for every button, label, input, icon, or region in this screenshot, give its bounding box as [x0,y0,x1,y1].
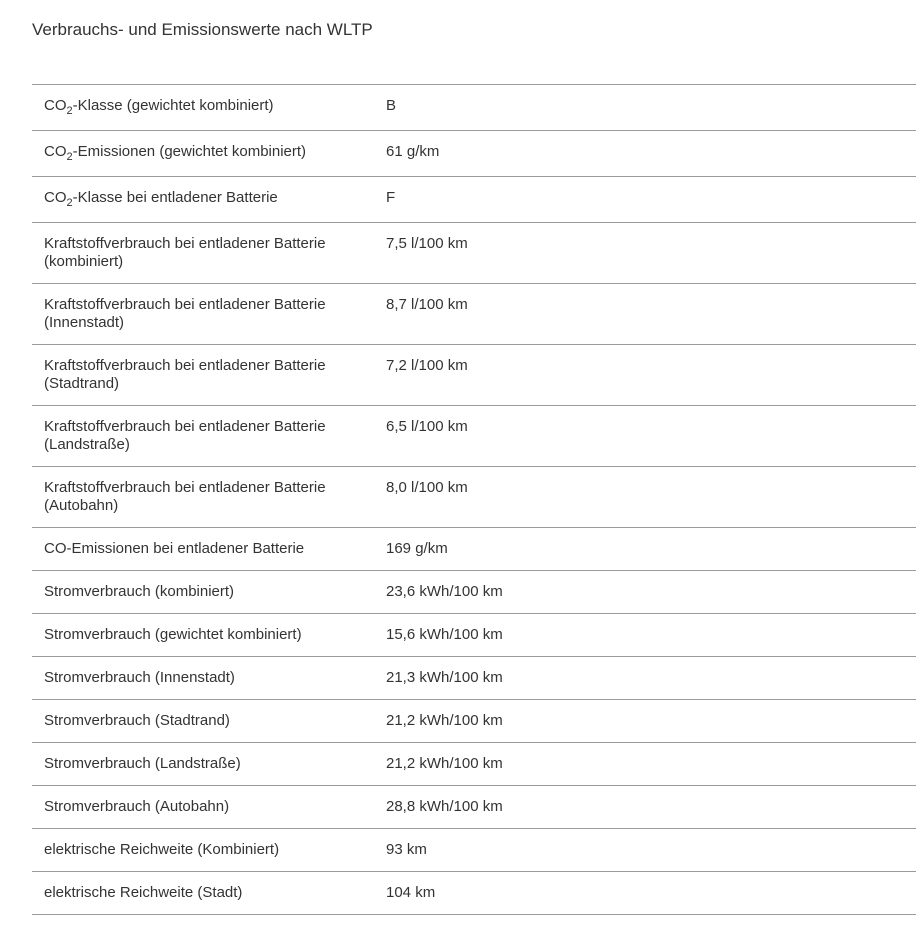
table-row [32,657,916,700]
table-row [32,829,916,872]
table-row [32,528,916,571]
row-label: CO-Emissionen bei entladener Batterie [44,540,305,557]
row-value: 8,7 l/100 km [386,296,468,313]
row-label: $CO_2$-Klasse bei entladener Batterie [44,189,278,209]
row-label: Kraftstoffverbrauch bei entladener Batterie (Autobahn) [44,479,326,514]
row-value: 8,0 l/100 km [386,479,468,496]
row-label: Stromverbrauch (Autobahn) [44,798,230,815]
row-value: 93 km [386,841,427,858]
row-label: $CO_2$-Emissionen (gewichtet kombiniert) [44,143,307,163]
row-value: F [386,189,396,206]
emissions-table [32,84,916,915]
row-label: Stromverbrauch (Stadtrand) [44,712,230,729]
row-value: 21,2 kWh/100 km [386,755,503,772]
table-row [32,284,916,345]
table-row [32,406,916,467]
row-value: 104 km [386,884,436,901]
row-value: 169 g/km [386,540,448,557]
row-label: Stromverbrauch (Landstraße) [44,755,241,772]
table-row [32,743,916,786]
table-row [32,345,916,406]
page-title: Verbrauchs- und Emissionswerte nach WLTP [32,20,373,39]
row-value: 21,3 kWh/100 km [386,669,503,686]
row-value: 6,5 l/100 km [386,418,468,435]
row-value: 28,8 kWh/100 km [386,798,503,815]
table-row [32,872,916,915]
row-value: 7,5 l/100 km [386,235,468,252]
row-label: Kraftstoffverbrauch bei entladener Batterie (kombiniert) [44,235,326,270]
row-value: 7,2 l/100 km [386,357,468,374]
row-label: Kraftstoffverbrauch bei entladener Batterie (Innenstadt) [44,296,326,331]
row-label: Kraftstoffverbrauch bei entladener Batterie (Landstraße) [44,418,326,453]
row-value: 61 g/km [386,143,440,160]
table-row [32,85,916,131]
table-row [32,177,916,223]
row-label: Stromverbrauch (Innenstadt) [44,669,235,686]
row-value: 23,6 kWh/100 km [386,583,503,600]
row-label: elektrische Reichweite (Stadt) [44,884,243,901]
table-row [32,614,916,657]
row-label: Kraftstoffverbrauch bei entladener Batterie (Stadtrand) [44,357,326,392]
table-row [32,571,916,614]
row-label: Stromverbrauch (kombiniert) [44,583,235,600]
row-value: 15,6 kWh/100 km [386,626,503,643]
table-row [32,131,916,177]
row-value: B [386,97,397,114]
row-label: $CO_2$-Klasse (gewichtet kombiniert) [44,97,274,117]
table-row [32,223,916,284]
row-value: 21,2 kWh/100 km [386,712,503,729]
row-label: Stromverbrauch (gewichtet kombiniert) [44,626,302,643]
table-row [32,467,916,528]
table-row [32,700,916,743]
table-row [32,786,916,829]
row-label: elektrische Reichweite (Kombiniert) [44,841,280,858]
